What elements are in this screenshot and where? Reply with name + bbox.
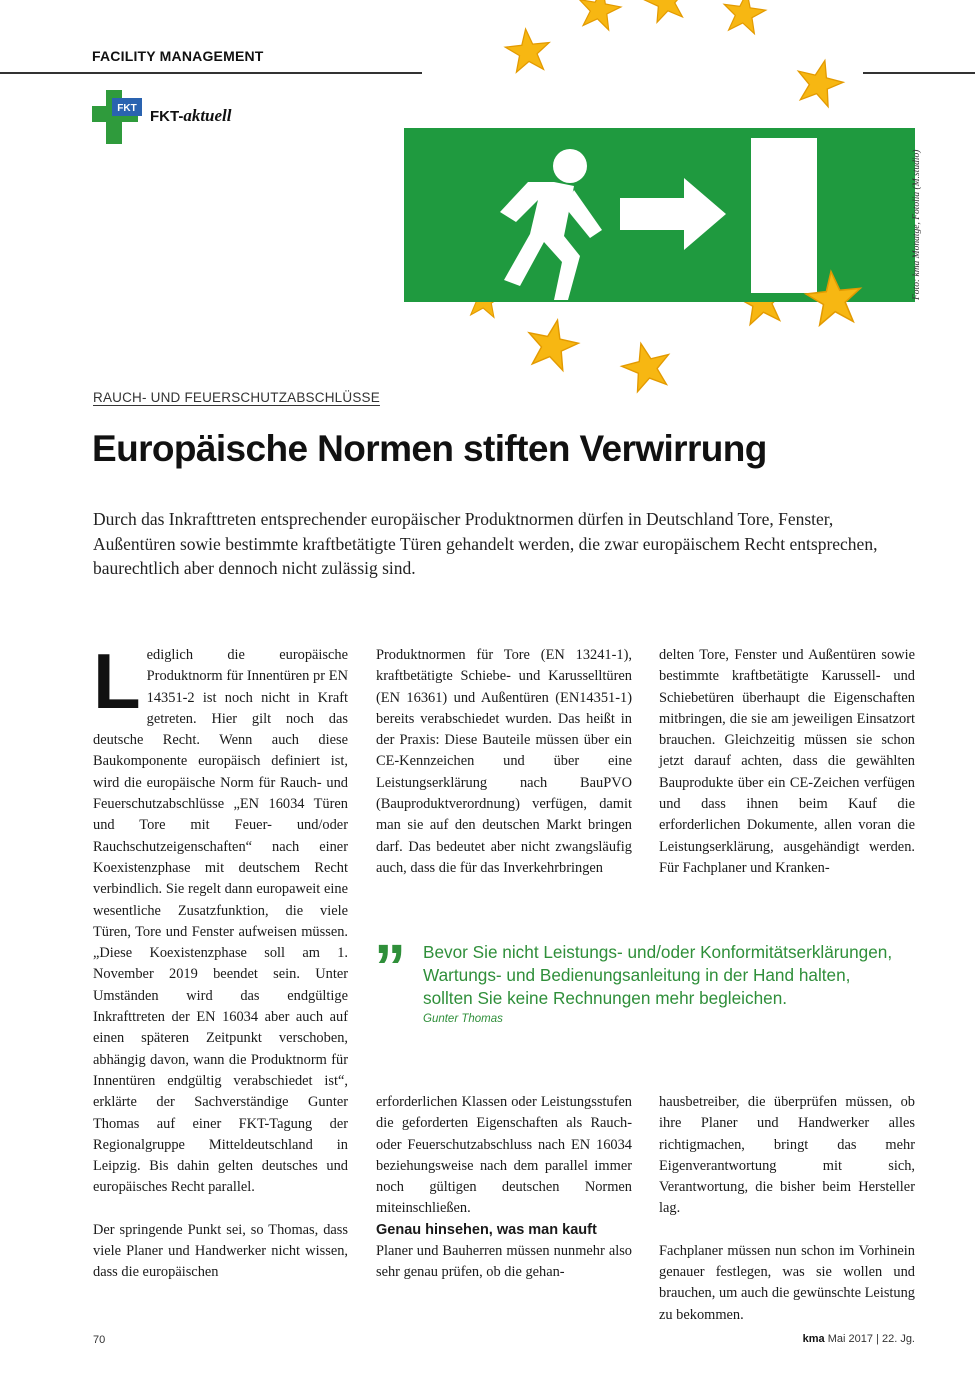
column-2-after-subhead: Planer und Bauherren müssen nunmehr also sehr genau prüfen, ob die gehan- <box>376 1243 632 1281</box>
drop-cap: L <box>93 637 141 725</box>
subheading: Genau hinsehen, was man kauft <box>376 1221 597 1238</box>
photo-credit: Foto: kma Monatge, Fotolia (M.studio) <box>912 149 922 300</box>
logo-script: aktuell <box>183 106 232 125</box>
column-3-top <box>659 645 915 879</box>
column-1-text-1: ediglich die europäische Produktnorm für Innentüren pr EN 14351-2 ist noch nicht in Kraft getreten. Hier gilt noch das deutsche Recht. Wenn auch diese Baukomponente europäisch definiert ist, wird die europäische Norm für Rauch- und Feuerschutzabschlüsse „EN 16034 Türen und Tore mit Feuer- und/oder Rauchschutzeigenschaften“ nach einer Koexistenzphase mit deutschem Recht verbindlich. Sie regelt dann europaweit eine wesentliche Zusatzfunktion, die viele Türen, Tore und Fenster aufweisen müssen. „Diese Koexistenzphase soll am 1. November 2019 beendet sein. Unter Umständen wird das endgültige Inkrafttreten der EN 16034 aber auch auf einen späteren Zeitpunkt verschoben, abhängig davon, wann die Produktnorm für Innentüren endgültig verabschiedet ist“, erklärte der Sachverständige Gunter Thomas auf einer FKT-Tagung der Regionalgruppe Mitteldeutschland in Leipzig. Bis dahin gelten deutsches und europäisches Recht parallel. <box>93 647 348 1196</box>
logo-prefix: FKT- <box>150 108 184 125</box>
footer-issue-date: Mai 2017 <box>827 1333 873 1345</box>
footer-separator: | <box>876 1333 879 1345</box>
article-lead: Durch das Inkrafttreten entsprechender europäischer Produktnormen dürfen in Deutschland Tore, Fenster, Außentüren sowie bestimmte kraftbetätigte Türen gehandelt werden, die zwar europäischem Recht entsprechen, baurechtlich aber dennoch nicht zulässig sind. <box>93 509 878 578</box>
fkt-badge-text: FKT <box>117 103 137 114</box>
column-3-bottom-paragraph-2: Fachplaner müssen nun schon im Vorhinein genauer festlegen, was sie wollen und brauchen, um auch die gewünschte Leistung zu bekommen. <box>659 1242 915 1323</box>
column-1 <box>93 637 348 1284</box>
column-3-bottom <box>659 1092 915 1326</box>
header-rule-left <box>0 72 422 74</box>
pull-quote: Bevor Sie nicht Leistungs- und/oder Konformitätserklärungen, Wartungs- und Bedienungsanleitung in der Hand halten, sollten Sie keine Rechnungen mehr begleichen. <box>423 942 893 1008</box>
footer-issue <box>803 1333 915 1345</box>
footer-volume: 22. Jg. <box>881 1333 915 1345</box>
fkt-logo-text <box>150 106 232 126</box>
page-number: 70 <box>93 1334 106 1346</box>
exit-sign <box>404 128 915 302</box>
column-3-top-text: delten Tore, Fenster und Außentüren sowie bestimmte kraftbetätigte Karussell- und Schiebetüren überhaupt die Eigenschaften mitbringen, die sie am jeweiligen Einsatzort brauchen. Gleichzeitig müssen sie schon jetzt darauf achten, dass die gewählten Bauprodukte über ein CE-Zeichen verfügen und dass ihnen beim Kauf die erforderlichen Dokumente, allen voran die Leistungserklärung, ausgehändigt werden. Für Fachplaner und Kranken- <box>659 647 915 876</box>
article-headline: Europäische Normen stiften Verwirrung <box>92 428 767 469</box>
column-3-bottom-paragraph-1: hausbetreiber, die überprüfen müssen, ob ihre Planer und Handwerker alles richtigmachen, bringt das mehr Eigenverantwortung mit sich, Verantwortung, die bisher beim Hersteller lag. <box>659 1094 915 1217</box>
column-2-top-text: Produktnormen für Tore (EN 13241-1), kraftbetätigte Schiebe- und Karusselltüren (EN 16361) und Außentüren (EN14351-1) bereits verabschiedet wurden. Das heißt in der Praxis: Diese Bauteile müssen über ein CE-Kennzeichen und über eine Leistungserklärung nach BauPVO (Bauproduktverordnung) verfügen, damit man sie auf den deutschen Markt bringen darf. Das bedeutet aber nicht zwangsläufig auch, dass die für das Inverkehrbringen <box>376 647 632 876</box>
column-1-paragraph-2: Der springende Punkt sei, so Thomas, dass viele Planer und Handwerker nicht wissen, dass die europäischen <box>93 1221 348 1281</box>
quote-mark-icon: ” <box>374 931 406 1003</box>
fkt-logo <box>92 90 262 146</box>
column-2-bottom-text: erforderlichen Klassen oder Leistungsstufen die geforderten Eigenschaften als Rauch- oder Feuerschutzabschluss nach EN 16034 beziehungsweise nach dem parallel immer noch gültigen deutschen Normen miteinschließen. <box>376 1094 632 1217</box>
column-2-top <box>376 645 632 879</box>
fkt-cross-icon <box>92 90 152 146</box>
column-1-paragraph-1 <box>93 637 348 1199</box>
footer-brand: kma <box>802 1333 825 1345</box>
article-kicker: RAUCH- UND FEUERSCHUTZABSCHLÜSSE <box>93 390 380 405</box>
emergency-exit-stars-image <box>404 0 919 410</box>
column-2-bottom <box>376 1092 632 1284</box>
section-label: FACILITY MANAGEMENT <box>92 48 264 64</box>
quote-author: Gunter Thomas <box>423 1013 503 1025</box>
